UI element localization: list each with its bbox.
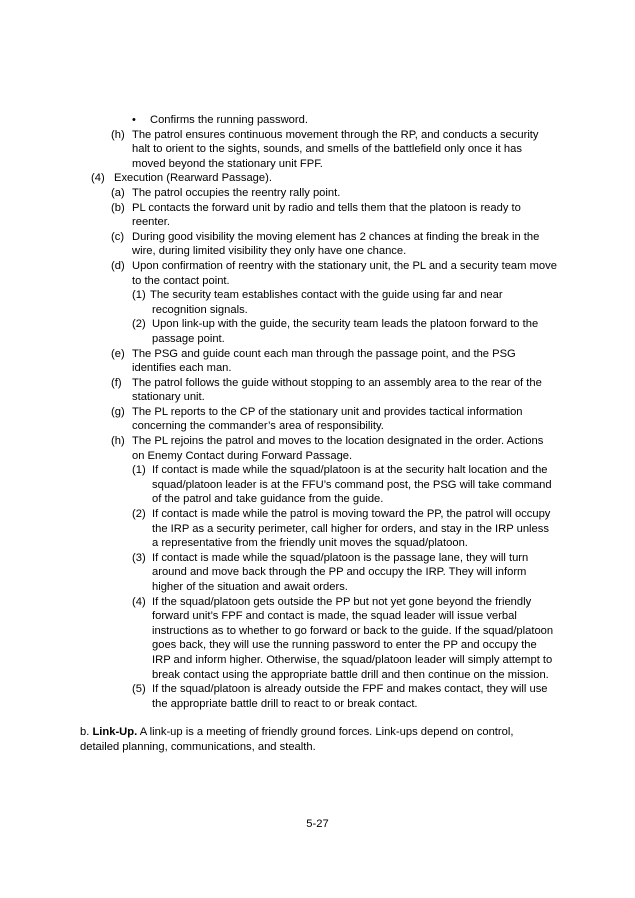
list-text: Upon confirmation of reentry with the stationary unit, the PL and a security team move to the contact point. [132,259,557,287]
list-item-d-1 [132,288,557,317]
list-text: If contact is made while the squad/platoon is at the security halt location and the squad/platoon leader is at the FFU’s command post, the PSG will take command of the patrol and take guidance from the guide. [152,464,552,506]
paragraph-heading: Link-Up. [92,726,138,739]
page-number: 5-27 [306,818,329,830]
list-text: The PL reports to the CP of the stationary unit and provides tactical information concerning the commander’s area of responsibility. [132,405,523,433]
list-label: (4) [132,595,146,608]
paragraph-text: A link-up is a meeting of friendly ground forces. Link-ups depend on control, detailed planning, communications, and stealth. [80,726,514,753]
list-item-e [111,347,557,376]
list-text: Execution (Rearward Passage). [114,172,272,185]
document-body [0,113,635,755]
list-item-f [111,376,557,405]
list-label: (3) [132,551,146,564]
list-label: (h) [111,435,125,448]
list-label: (h) [111,128,125,141]
list-item-h-top [111,128,557,172]
list-item-a [111,186,557,201]
list-label: (f) [111,376,122,389]
list-item-h-1 [132,463,557,507]
list-label: (c) [111,230,125,243]
list-label: (2) [132,508,146,521]
list-item-h-3 [132,551,557,595]
list-text: The patrol ensures continuous movement through the RP, and conducts a security halt to orient to the sights, sounds, and smells of the battlefield only once it has moved beyond the stationary unit FPF. [132,128,539,170]
list-label: (5) [132,683,146,696]
paragraph-label: b. [80,726,90,739]
list-item-c [111,230,557,259]
list-text: The PSG and guide count each man through the passage point, and the PSG identifies each man. [132,347,516,375]
list-label: (g) [111,405,125,418]
section-4-heading [91,171,554,186]
list-text: The patrol occupies the reentry rally point. [132,186,341,199]
list-text: PL contacts the forward unit by radio and tells them that the platoon is ready to reenter. [132,201,521,229]
bullet-item [132,113,570,128]
list-item-b [111,201,557,230]
list-label: (1) [132,289,146,302]
list-text: The patrol follows the guide without stopping to an assembly area to the rear of the stationary unit. [132,376,542,404]
link-up-paragraph [80,725,550,754]
list-label: (2) [132,318,146,331]
paragraph-gap [0,711,635,725]
list-item-h-2 [132,507,557,551]
list-item-d [111,259,557,288]
list-label: (b) [111,201,125,214]
list-text: If the squad/platoon is already outside the FPF and makes contact, they will use the appropriate battle drill to react to or break contact. [152,683,548,710]
list-item-h-5 [132,682,557,711]
list-label: (d) [111,259,125,272]
list-label: (4) [91,172,105,185]
list-item-g [111,405,557,434]
list-text: The PL rejoins the patrol and moves to the location designated in the order. Actions on Enemy Contact during Forward Passage. [132,435,544,462]
list-label: (e) [111,347,125,360]
list-item-d-2 [132,317,557,346]
list-text: If contact is made while the squad/platoon is the passage lane, they will turn around and move back through the PP and occupy the IRP. They will inform higher of the situation and await orders. [152,551,529,593]
list-item-h-4 [132,595,557,683]
list-text: If contact is made while the patrol is moving toward the PP, the patrol will occupy the IRP as a security perimeter, call higher for orders, and stay in the IRP unless a representative from the friendly unit moves the squad/platoon. [152,508,551,550]
list-text: During good visibility the moving element has 2 chances at finding the break in the wire, during limited visibility they only have one chance. [132,230,540,258]
list-label: (1) [132,464,146,477]
bullet-icon: • [132,114,136,126]
list-label: (a) [111,186,125,199]
list-text: The security team establishes contact with the guide using far and near recognition signals. [150,289,503,316]
list-text: If the squad/platoon gets outside the PP but not yet gone beyond the friendly forward unit’s FPF and contact is made, the squad leader will issue verbal instructions as to whether to go forward or back to the guide. If the squad/platoon goes back, they will use the running password to enter the PP and occupy the IRP and inform higher. Otherwise, the squad/platoon leader will simply attempt to break contact using the appropriate battle drill and then continue on the mission. [152,595,554,681]
bullet-text: Confirms the running password. [150,114,308,126]
list-text: Upon link-up with the guide, the security team leads the platoon forward to the passage point. [152,318,539,345]
list-item-h [111,434,557,463]
